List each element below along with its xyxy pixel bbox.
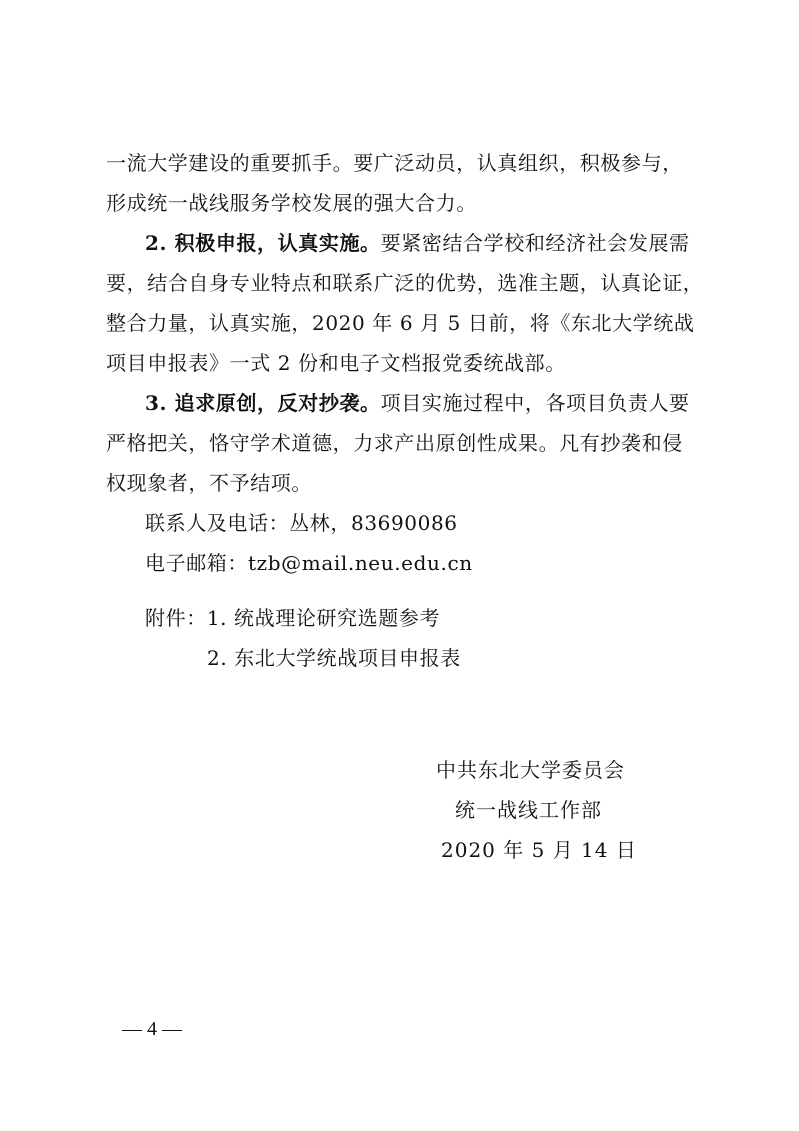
paragraph-line: 项目申报表》一式 2 份和电子文档报党委统战部。 [106,351,566,375]
page-number: — 4 — [122,1018,182,1040]
email-label: 电子邮箱： [145,551,248,575]
paragraph-line: 要，结合自身专业特点和联系广泛的优势，选准主题，认真论证， [106,271,704,295]
paragraph-line: 严格把关，恪守学术道德，力求产出原创性成果。凡有抄袭和侵 [106,431,683,455]
item-3-text: 项目实施过程中，各项目负责人要 [380,391,690,415]
item-3-first-line [145,390,690,416]
paragraph-line: 形成统一战线服务学校发展的强大合力。 [106,191,477,215]
attachment-item: 2. 东北大学统战项目申报表 [207,646,461,670]
attachment-item: 1. 统战理论研究选题参考 [206,606,441,630]
attachment-label: 附件： [145,606,207,630]
item-3-heading: 3. 追求原创，反对抄袭。 [145,391,381,415]
attachment-line-1 [145,605,440,631]
item-2-first-line [145,230,690,256]
email-line [145,550,473,576]
paragraph-line: 整合力量，认真实施，2020 年 6 月 5 日前，将《东北大学统战 [106,311,695,335]
item-2-heading: 2. 积极申报，认真实施。 [145,231,381,255]
email-address[interactable]: tzb@mail.neu.edu.cn [248,551,473,575]
signature-date: 2020 年 5 月 14 日 [441,838,637,862]
item-2-text: 要紧密结合学校和经济社会发展需 [380,231,690,255]
contact-line: 联系人及电话：丛林，83690086 [145,511,458,535]
paragraph-line: 权现象者，不予结项。 [106,471,312,495]
signature-org: 中共东北大学委员会 [436,758,625,782]
signature-department: 统一战线工作部 [455,798,602,822]
paragraph-line: 一流大学建设的重要抓手。要广泛动员，认真组织，积极参与， [106,151,683,175]
